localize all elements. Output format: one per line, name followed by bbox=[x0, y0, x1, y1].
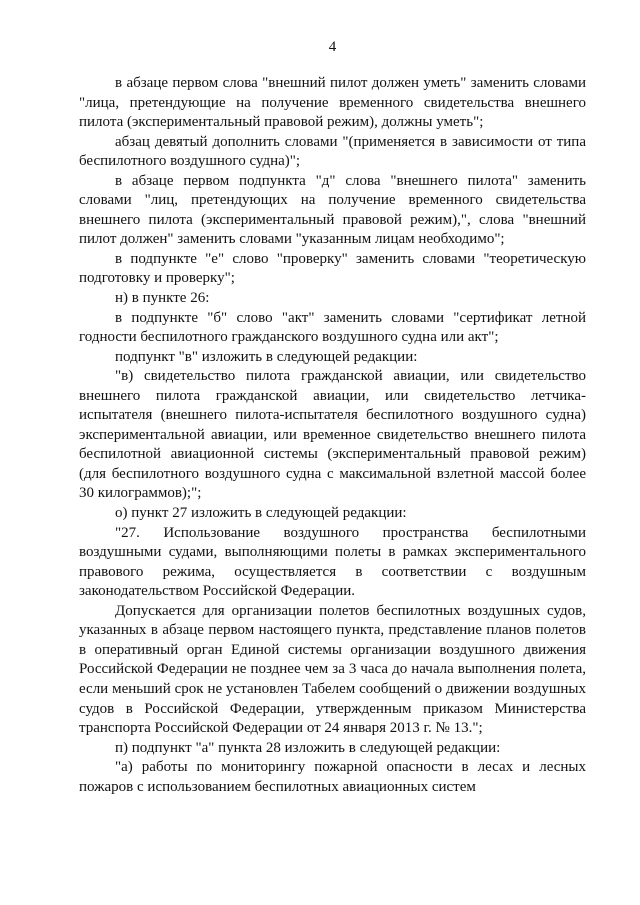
paragraph: в подпункте "е" слово "проверку" заменить словами "теоретическую подготовку и проверку"; bbox=[79, 250, 586, 287]
paragraph: н) в пункте 26: bbox=[115, 290, 210, 307]
paragraph: подпункт "в" изложить в следующей редакции: bbox=[115, 348, 418, 365]
paragraph: "а) работы по мониторингу пожарной опасности в лесах и лесных пожаров с использованием беспилотных авиационных систем bbox=[79, 759, 586, 795]
paragraph: в абзаце первом слова "внешний пилот должен уметь" заменить словами "лица, претендующие на получение временного свидетельства внешнего пилота (экспериментальный правовой режим), должны уметь"; bbox=[79, 75, 586, 131]
document-body bbox=[79, 74, 586, 797]
paragraph: абзац девятый дополнить словами "(применяется в зависимости от типа беспилотного воздушного судна)"; bbox=[79, 133, 586, 170]
paragraph: в подпункте "б" слово "акт" заменить словами "сертификат летной годности беспилотного гражданского воздушного судна или акт"; bbox=[79, 309, 586, 346]
paragraph: "в) свидетельство пилота гражданской авиации, или свидетельство внешнего пилота гражданской авиации, или свидетельство летчика-испытателя (внешнего пилота-испытателя беспилотного воздушного судна) экспериментальной авиации, или временное свидетельство внешнего пилота беспилотной авиационной системы (экспериментальный правовой режим) (для беспилотного воздушного судна с максимальной взлетной массой более 30 килограммов);"; bbox=[79, 368, 586, 502]
page-number: 4 bbox=[328, 39, 337, 55]
paragraph: "27. Использование воздушного пространства беспилотными воздушными судами, выполняющими полеты в рамках экспериментального правового режима, осуществляется в соответствии с воздушным законодательством Российской Федерации. bbox=[79, 524, 586, 600]
paragraph: о) пункт 27 изложить в следующей редакции: bbox=[115, 505, 407, 522]
paragraph: в абзаце первом подпункта "д" слова "внешнего пилота" заменить словами "лиц, претендующих на получение временного свидетельства внешнего пилота (экспериментальный правовой режим),", слова "внешний пилот должен" заменить словами "указанным лицам необходимо"; bbox=[79, 172, 586, 248]
paragraph: п) подпункт "а" пункта 28 изложить в следующей редакции: bbox=[115, 739, 501, 756]
paragraph: Допускается для организации полетов беспилотных воздушных судов, указанных в абзаце первом настоящего пункта, представление планов полетов в оперативный орган Единой системы организации воздушного движения Российской Федерации не позднее чем за 3 часа до начала выполнения полета, если меньший срок не установлен Табелем сообщений о движении воздушных судов в Российской Федерации, утвержденным приказом Министерства транспорта Российской Федерации от 24 января 2013 г. № 13."; bbox=[79, 602, 586, 737]
